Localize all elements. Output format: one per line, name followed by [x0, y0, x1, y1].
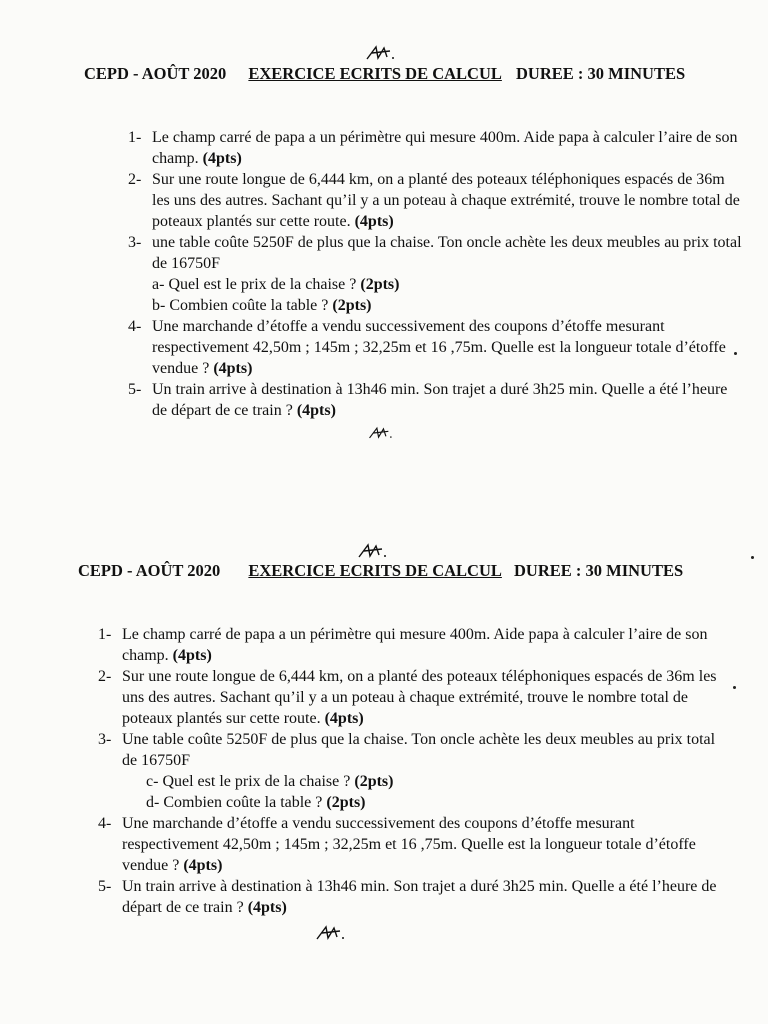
question-points: (4pts): [354, 213, 394, 230]
exam-title: EXERCICE ECRITS DE CALCUL: [248, 561, 502, 580]
sub-question-text: Combien coûte la table ?: [163, 794, 323, 811]
question-text: Une marchande d’étoffe a vendu successivement des coupons d’étoffe mesurant respectivement 42,50m ; 145m ; 32,25m et 16 ,75m. Quelle est la longueur totale d’étoffe vendue ?: [122, 815, 696, 874]
question-number: 1-: [128, 129, 142, 146]
exam-duration: DUREE : 30 MINUTES: [514, 561, 684, 580]
question-text: Sur une route longue de 6,444 km, on a planté des poteaux téléphoniques espacés de 36m les uns des autres. Sachant qu’il y a un poteau à chaque extrémité, trouve le nombre total de poteaux plantés sur cette route.: [152, 171, 740, 230]
question-text: Une marchande d’étoffe a vendu successivement des coupons d’étoffe mesurant respectivement 42,50m ; 145m ; 32,25m et 16 ,75m. Quelle est la longueur totale d’étoffe vendue ?: [152, 318, 726, 377]
question-text: Sur une route longue de 6,444 km, on a planté des poteaux téléphoniques espacés de 36m les uns des autres. Sachant qu’il y a un poteau à chaque extrémité, trouve le nombre total de poteaux plantés sur cette route.: [122, 668, 717, 727]
sub-question-d: [122, 792, 728, 813]
question-1: [98, 624, 728, 666]
question-text: Un train arrive à destination à 13h46 min. Son trajet a duré 3h25 min. Quelle a été l’heure de départ de ce train ?: [122, 878, 717, 916]
sub-question-letter: a-: [152, 276, 165, 293]
question-4: [98, 813, 728, 876]
question-text: une table coûte 5250F de plus que la chaise. Ton oncle achète les deux meubles au prix total de 16750F: [152, 234, 742, 272]
question-number: 2-: [128, 171, 142, 188]
question-text: Une table coûte 5250F de plus que la chaise. Ton oncle achète les deux meubles au prix total de 16750F: [122, 731, 716, 769]
sub-question-letter: d-: [146, 794, 160, 811]
question-points: (4pts): [296, 402, 336, 419]
sub-question-letter: c-: [146, 773, 159, 790]
sub-question-text: Combien coûte la table ?: [169, 297, 329, 314]
question-points: (4pts): [247, 899, 287, 916]
initials-mark-top: [356, 540, 390, 562]
question-points: (4pts): [213, 360, 253, 377]
exam-title: EXERCICE ECRITS DE CALCUL: [248, 64, 502, 83]
question-text: Le champ carré de papa a un périmètre qui mesure 400m. Aide papa à calculer l’aire de son champ.: [152, 129, 738, 167]
ink-speck: [751, 556, 754, 559]
exam-session: CEPD - AOÛT 2020: [84, 64, 227, 83]
question-number: 5-: [128, 381, 142, 398]
question-number: 1-: [98, 626, 112, 643]
sub-question-c: [122, 771, 728, 792]
ink-speck: [733, 686, 736, 689]
question-points: (4pts): [324, 710, 364, 727]
exam-duration: DUREE : 30 MINUTES: [516, 64, 686, 83]
exam-session: CEPD - AOÛT 2020: [78, 561, 221, 580]
question-3: [98, 729, 728, 813]
question-number: 4-: [128, 318, 142, 335]
question-number: 5-: [98, 878, 112, 895]
sub-question-letter: b-: [152, 297, 166, 314]
initials-mark-bottom: [314, 922, 348, 944]
sub-question-points: (2pts): [354, 773, 394, 790]
question-5: [98, 876, 728, 918]
question-points: (4pts): [183, 857, 223, 874]
sub-question-text: Quel est le prix de la chaise ?: [162, 773, 351, 790]
question-2: [98, 666, 728, 729]
question-points: (4pts): [202, 150, 242, 167]
sub-question-points: (2pts): [326, 794, 366, 811]
question-number: 2-: [98, 668, 112, 685]
question-text: Le champ carré de papa a un périmètre qui mesure 400m. Aide papa à calculer l’aire de son champ.: [122, 626, 708, 664]
question-list: [98, 624, 728, 918]
question-text: Un train arrive à destination à 13h46 min. Son trajet a duré 3h25 min. Quelle a été l’heure de départ de ce train ?: [152, 381, 728, 419]
sub-question-points: (2pts): [360, 276, 400, 293]
question-number: 3-: [98, 731, 112, 748]
question-number: 3-: [128, 234, 142, 251]
question-points: (4pts): [172, 647, 212, 664]
sub-question-points: (2pts): [332, 297, 372, 314]
question-number: 4-: [98, 815, 112, 832]
sub-question-text: Quel est le prix de la chaise ?: [168, 276, 357, 293]
exam-header: [78, 561, 683, 581]
